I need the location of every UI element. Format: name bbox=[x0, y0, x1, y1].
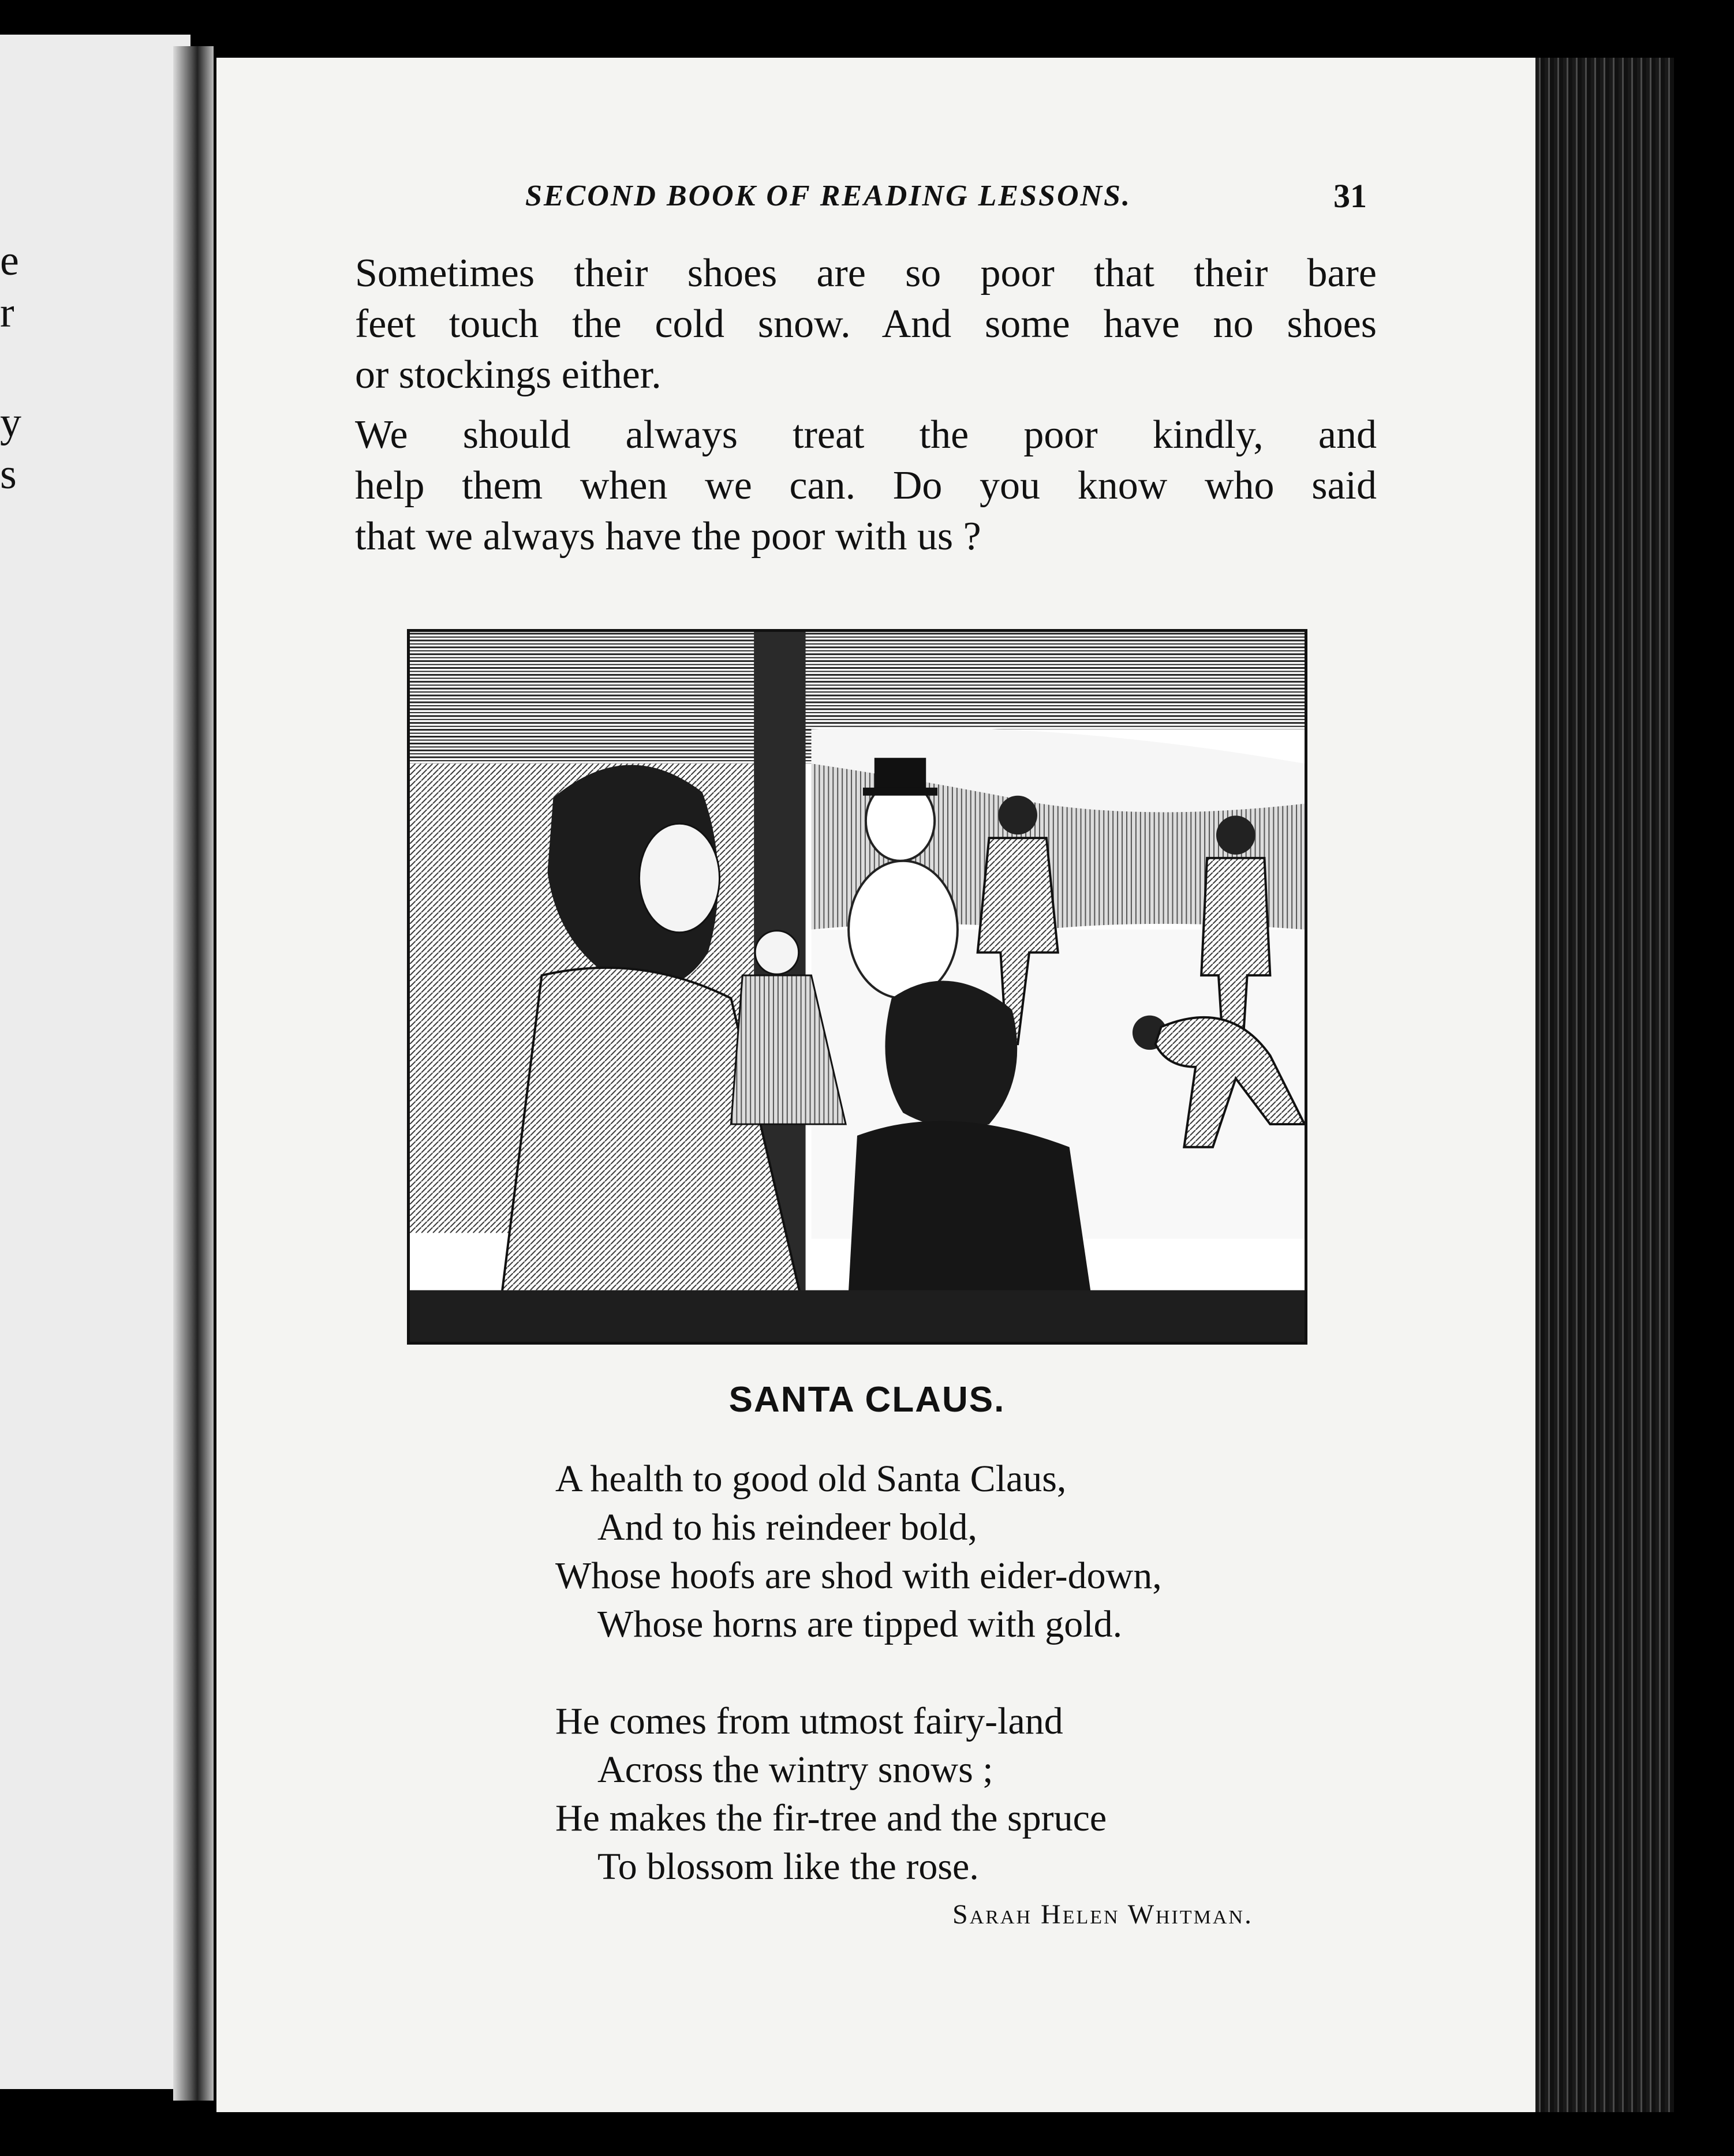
window-sill bbox=[410, 1290, 1305, 1342]
prose-line: help them when we can. Do you know who said bbox=[355, 463, 1377, 508]
prose-line: that we always have the poor with us ? bbox=[355, 514, 981, 559]
poem-line: Across the wintry snows ; bbox=[597, 1749, 993, 1791]
poem-line: And to his reindeer bold, bbox=[597, 1506, 978, 1548]
poem-line: He comes from utmost fairy-land bbox=[555, 1700, 1063, 1742]
prose-line: Sometimes their shoes are so poor that their bare bbox=[355, 251, 1377, 295]
engraving-illustration bbox=[407, 629, 1307, 1345]
prose-line: feet touch the cold snow. And some have no shoes bbox=[355, 302, 1377, 346]
left-page-fragment: y bbox=[0, 399, 21, 446]
page-edges bbox=[1535, 58, 1674, 2112]
poem-line: Whose hoofs are shod with eider-down, bbox=[555, 1555, 1162, 1597]
prose-line: We should always treat the poor kindly, and bbox=[355, 413, 1377, 457]
book-gutter bbox=[173, 46, 214, 2101]
poem-line: A health to good old Santa Claus, bbox=[555, 1458, 1067, 1500]
left-page-fragment: r bbox=[0, 289, 14, 336]
page-number: 31 bbox=[1333, 177, 1367, 215]
running-head: SECOND BOOK OF READING LESSONS. bbox=[525, 179, 1131, 212]
poem-line: To blossom like the rose. bbox=[597, 1846, 979, 1888]
poem-line: Whose horns are tipped with gold. bbox=[597, 1603, 1123, 1645]
prose-line: or stockings either. bbox=[355, 353, 662, 397]
sky bbox=[812, 632, 1305, 729]
left-page-fragment: s bbox=[0, 451, 17, 498]
left-page-edge bbox=[0, 35, 190, 2089]
left-page-fragment: e bbox=[0, 237, 19, 285]
window-shutter bbox=[410, 632, 812, 763]
poem-title: SANTA CLAUS. bbox=[728, 1380, 1006, 1420]
poem-author: Sarah Helen Whitman. bbox=[952, 1899, 1253, 1930]
poem-line: He makes the fir-tree and the spruce bbox=[555, 1797, 1107, 1839]
